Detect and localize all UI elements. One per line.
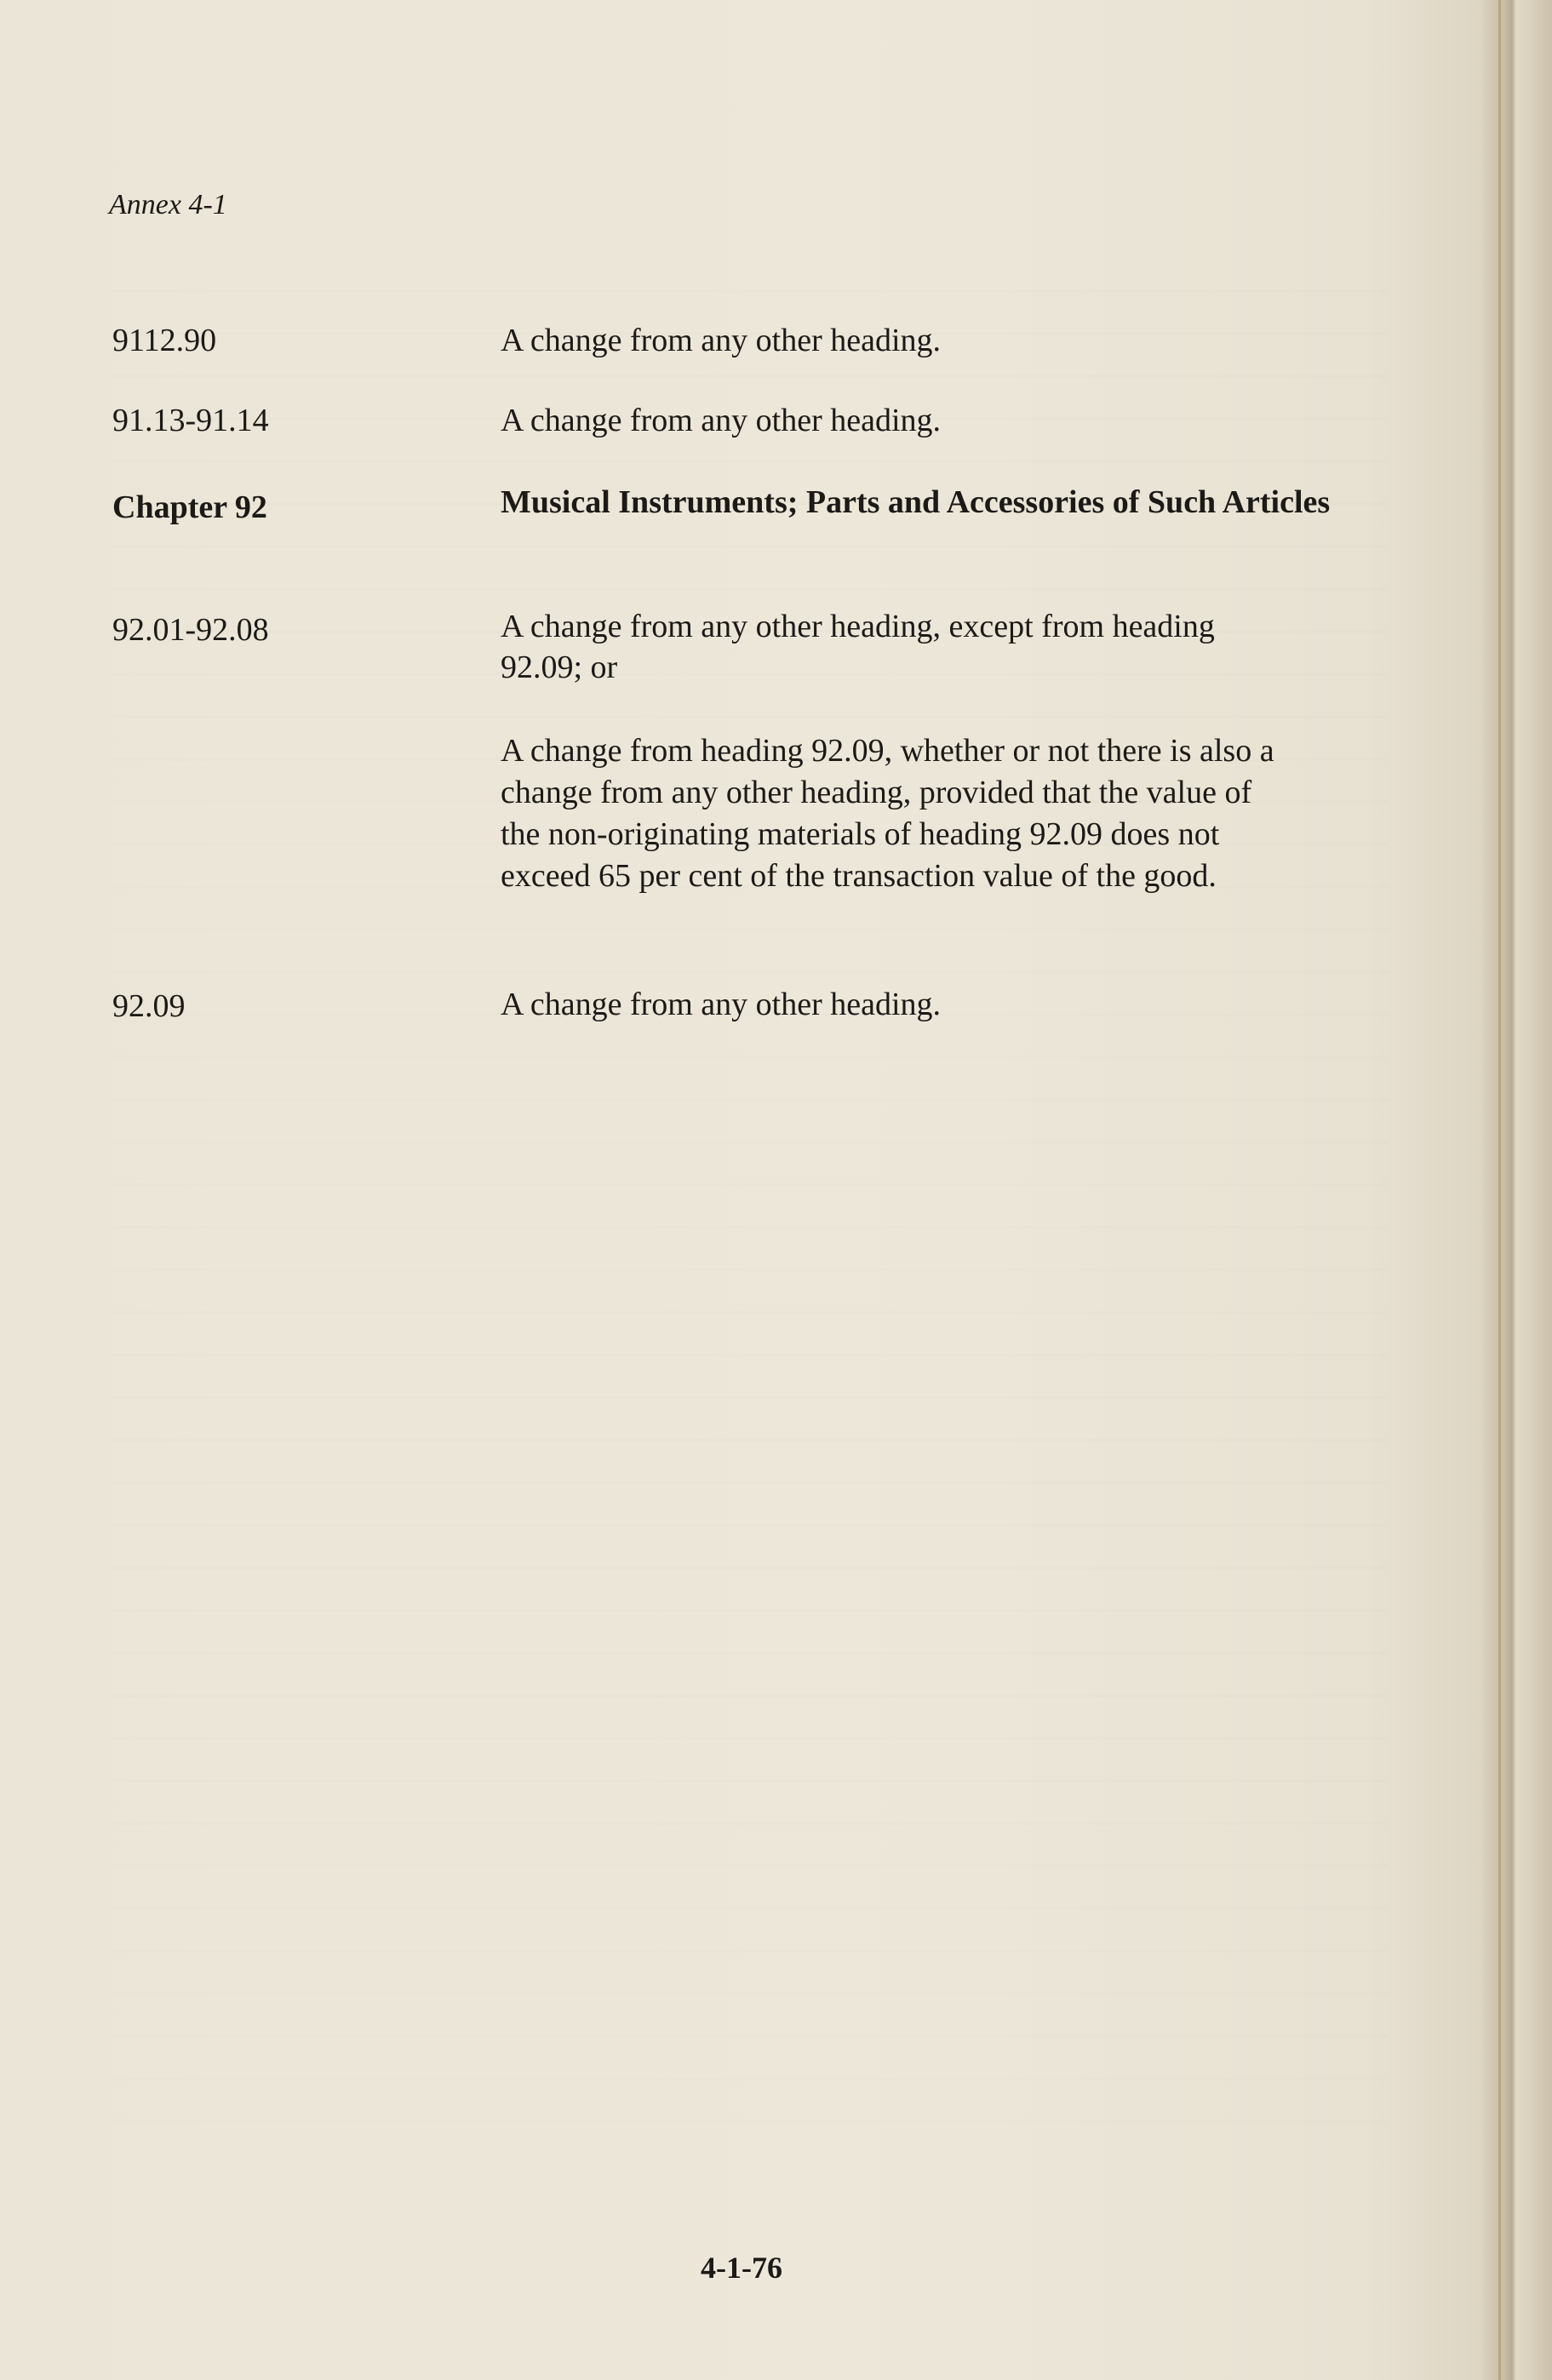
rule-92-09: A change from any other heading. [501, 987, 942, 1022]
page-edge-line [1498, 0, 1501, 2380]
rule-9112-90: A change from any other heading. [501, 323, 942, 358]
tariff-code-9112-90: 9112.90 [112, 323, 217, 358]
page-number: 4-1-76 [701, 2251, 782, 2285]
chapter-heading-code: Chapter 92 [112, 489, 267, 525]
annex-header: Annex 4-1 [109, 189, 227, 220]
rule-92-01-92-08-part-1: A change from any other heading, except from heading 92.09; or [501, 609, 1215, 685]
tariff-code-92-01-92-08: 92.01-92.08 [112, 612, 269, 648]
rule-91-13-91-14: A change from any other heading. [501, 403, 942, 438]
rule-92-01-92-08-part-2: A change from heading 92.09, whether or not there is also a change from any other heading, provided that the value of the non-originating materials of heading 92.09 does not exceed 65 per cent of the transaction value of the good. [501, 733, 1274, 894]
chapter-heading-title: Musical Instruments; Parts and Accessories of Such Articles [501, 484, 1331, 520]
tariff-code-91-13-91-14: 91.13-91.14 [112, 403, 269, 438]
book-spine-shadow [1483, 0, 1552, 2380]
tariff-code-92-09: 92.09 [112, 988, 186, 1024]
bleed-through-block [111, 255, 1388, 2128]
